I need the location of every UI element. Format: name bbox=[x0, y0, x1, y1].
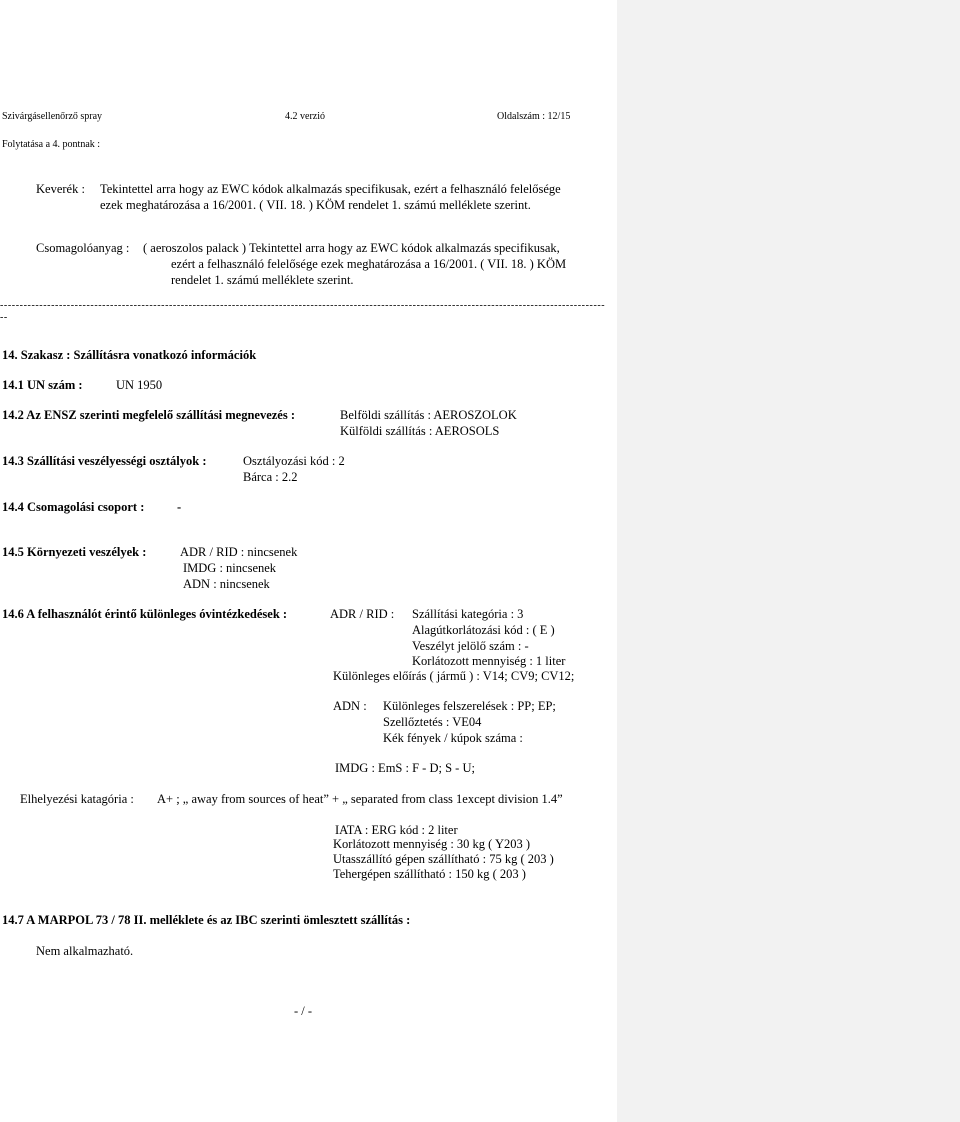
iata-erg-code: IATA : ERG kód : 2 liter bbox=[335, 823, 458, 837]
s145-adn: ADN : nincsenek bbox=[183, 577, 270, 591]
stowage-category-label: Elhelyezési katagória : bbox=[20, 792, 134, 806]
csomagoloanyag-text-1: ( aeroszolos palack ) Tekintettel arra hogy az EWC kódok alkalmazás specifikusak, bbox=[143, 241, 560, 255]
s147-value: Nem alkalmazható. bbox=[36, 944, 134, 958]
s146-hazard-number: Veszélyt jelölő szám : - bbox=[412, 639, 529, 653]
s146-category: Szállítási kategória : 3 bbox=[412, 607, 524, 621]
iata-passenger-aircraft: Utasszállító gépen szállítható : 75 kg ( 203 ) bbox=[333, 852, 554, 866]
csomagoloanyag-label: Csomagolóanyag : bbox=[36, 241, 130, 255]
s141-value: UN 1950 bbox=[116, 378, 163, 392]
s143-class-code: Osztályozási kód : 2 bbox=[243, 454, 345, 468]
s143-label-barca: Bárca : 2.2 bbox=[243, 470, 298, 484]
separator-line: ------------------------------------------------------------------------------------------------------------------------------------------------------------ bbox=[0, 300, 606, 323]
s145-adr: ADR / RID : nincsenek bbox=[180, 545, 298, 559]
footer-page-marker: - / - bbox=[294, 1004, 313, 1018]
s146-special-provision: Különleges előírás ( jármű ) : V14; CV9; CV12; bbox=[333, 669, 575, 683]
csomagoloanyag-text-3: rendelet 1. számú melléklete szerint. bbox=[171, 273, 354, 287]
s146-adr-label: ADR / RID : bbox=[330, 607, 395, 621]
s142-foreign: Külföldi szállítás : AEROSOLS bbox=[340, 424, 500, 438]
s141-label: 14.1 UN szám : bbox=[2, 378, 83, 392]
iata-limited-quantity: Korlátozott mennyiség : 30 kg ( Y203 ) bbox=[333, 837, 531, 851]
iata-cargo-aircraft: Tehergépen szállítható : 150 kg ( 203 ) bbox=[333, 867, 526, 881]
stowage-category-value: A+ ; „ away from sources of heat” + „ separated from class 1except division 1.4” bbox=[157, 792, 563, 806]
header-product: Szivárgásellenőrző spray bbox=[2, 111, 103, 122]
header-version: 4.2 verzió bbox=[285, 111, 325, 122]
s146-label: 14.6 A felhasználót érintő különleges óvintézkedések : bbox=[2, 607, 288, 621]
s142-domestic: Belföldi szállítás : AEROSZOLOK bbox=[340, 408, 517, 422]
s146-blue-lights: Kék fények / kúpok száma : bbox=[383, 731, 523, 745]
s146-tunnel-code: Alagútkorlátozási kód : ( E ) bbox=[412, 623, 555, 637]
s144-value: - bbox=[177, 500, 182, 514]
keverek-label: Keverék : bbox=[36, 182, 85, 196]
s144-label: 14.4 Csomagolási csoport : bbox=[2, 500, 145, 514]
section-14-title: 14. Szakasz : Szállításra vonatkozó információk bbox=[2, 348, 257, 362]
keverek-text-2: ezek meghatározása a 16/2001. ( VII. 18. ) KÖM rendelet 1. számú melléklete szerint. bbox=[100, 198, 531, 212]
s146-limited-quantity: Korlátozott mennyiség : 1 liter bbox=[412, 654, 566, 668]
s147-label: 14.7 A MARPOL 73 / 78 II. melléklete és az IBC szerinti ömlesztett szállítás : bbox=[2, 913, 411, 927]
s146-ventilation: Szellőztetés : VE04 bbox=[383, 715, 482, 729]
keverek-text-1: Tekintettel arra hogy az EWC kódok alkalmazás specifikusak, ezért a felhasználó felelősége bbox=[100, 182, 561, 196]
s143-label: 14.3 Szállítási veszélyességi osztályok : bbox=[2, 454, 207, 468]
s146-equipment: Különleges felszerelések : PP; EP; bbox=[383, 699, 556, 713]
s146-imdg-ems: IMDG : EmS : F - D; S - U; bbox=[335, 761, 475, 775]
header-continuation: Folytatása a 4. pontnak : bbox=[2, 139, 101, 150]
s142-label: 14.2 Az ENSZ szerinti megfelelő szállítási megnevezés : bbox=[2, 408, 295, 422]
s145-imdg: IMDG : nincsenek bbox=[183, 561, 277, 575]
csomagoloanyag-text-2: ezért a felhasználó felelősége ezek meghatározása a 16/2001. ( VII. 18. ) KÖM bbox=[171, 257, 567, 271]
header-page-number: Oldalszám : 12/15 bbox=[497, 111, 571, 122]
s146-adn-label: ADN : bbox=[333, 699, 367, 713]
right-margin-panel bbox=[617, 0, 960, 1122]
s145-label: 14.5 Környezeti veszélyek : bbox=[2, 545, 147, 559]
